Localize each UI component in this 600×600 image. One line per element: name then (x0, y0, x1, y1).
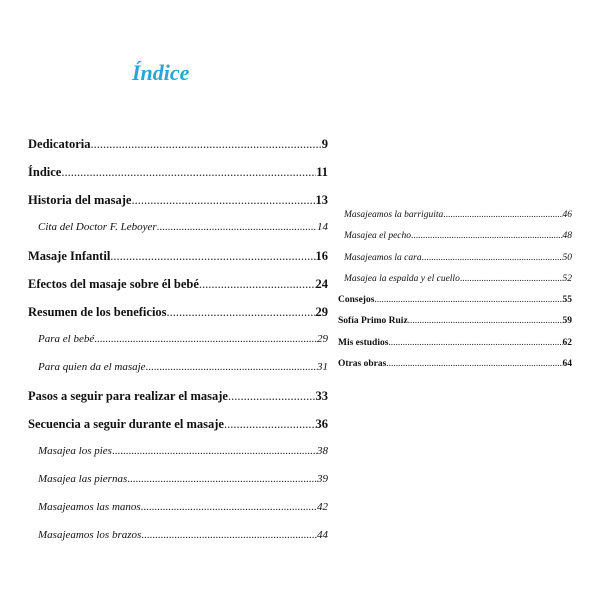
toc-page-number: 29 (315, 305, 328, 319)
toc-page-number: 14 (317, 221, 328, 233)
toc-entry[interactable] (338, 274, 572, 295)
toc-entry[interactable] (28, 417, 328, 445)
toc-entry[interactable] (28, 305, 328, 333)
toc-leader-dots (167, 305, 316, 320)
toc-entry[interactable] (338, 231, 572, 252)
toc-page-number: 48 (562, 231, 572, 242)
toc-entry-label: Masajea la espalda y el cuello (344, 273, 460, 284)
toc-page-number: 38 (317, 445, 328, 457)
toc-entry[interactable] (28, 529, 328, 557)
toc-entry[interactable] (28, 361, 328, 389)
toc-entry[interactable] (28, 137, 328, 165)
toc-page-number: 62 (562, 337, 572, 348)
toc-leader-dots (110, 249, 315, 264)
toc-entry-label: Para el bebé (38, 333, 95, 345)
toc-leader-dots (146, 361, 317, 373)
toc-entry-label: Para quien da el masaje (38, 361, 146, 373)
toc-entry[interactable] (338, 253, 572, 274)
toc-entry-label: Masajeamos la barriguita (344, 210, 444, 220)
toc-entry-label: Efectos del masaje sobre él bebé (28, 277, 199, 291)
toc-entry-label: Masajeamos las manos (38, 501, 141, 513)
toc-entry-label: Mis estudios (338, 337, 389, 348)
toc-leader-dots (61, 165, 316, 180)
toc-leader-dots (228, 389, 316, 404)
toc-entry-label: Masajea el pecho (344, 231, 412, 242)
toc-entry[interactable] (28, 277, 328, 305)
toc-page-number: 59 (562, 316, 572, 327)
toc-page-number: 31 (317, 361, 328, 373)
toc-page-number: 52 (562, 273, 572, 284)
toc-entry[interactable] (28, 249, 328, 277)
toc-entry[interactable] (28, 389, 328, 417)
toc-leader-dots (141, 529, 317, 541)
toc-page-number: 11 (316, 165, 328, 179)
toc-leader-dots (224, 417, 316, 432)
toc-entry-label: Masajeamos los brazos (38, 529, 142, 541)
toc-entry[interactable] (28, 473, 328, 501)
toc-entry[interactable] (338, 316, 572, 337)
toc-leader-dots (422, 253, 563, 263)
toc-leader-dots (131, 193, 315, 208)
toc-leader-dots (408, 316, 563, 326)
toc-entry[interactable] (28, 193, 328, 221)
toc-page-number: 16 (315, 249, 328, 263)
toc-entry-label: Cita del Doctor F. Leboyer (38, 221, 157, 233)
toc-entry[interactable] (28, 333, 328, 361)
toc-leader-dots (141, 501, 317, 513)
toc-page-number: 50 (562, 252, 572, 263)
toc-leader-dots (199, 277, 316, 292)
toc-entry[interactable] (28, 501, 328, 529)
toc-leader-dots (411, 231, 562, 241)
toc-entry-label: Masajeamos la cara (344, 252, 422, 263)
toc-entry-label: Masajea los pies (38, 445, 112, 457)
toc-page-number: 33 (315, 389, 328, 403)
toc-leader-dots (374, 295, 562, 305)
toc-left-column (28, 137, 328, 557)
toc-page-number: 46 (562, 210, 572, 220)
toc-leader-dots (94, 333, 317, 345)
toc-entry[interactable] (28, 445, 328, 473)
toc-entry-label: Pasos a seguir para realizar el masaje (28, 389, 228, 403)
toc-entry-label: Otras obras (338, 359, 387, 370)
toc-page-number: 64 (562, 359, 572, 370)
toc-page-number: 29 (317, 333, 328, 345)
toc-entry-label: Consejos (338, 295, 375, 306)
toc-entry-label: Masaje Infantil (28, 249, 111, 263)
toc-page-number: 44 (317, 529, 328, 541)
toc-entry-label: Índice (28, 165, 62, 179)
toc-entry-label: Dedicatoria (28, 137, 91, 151)
toc-right-column (338, 210, 572, 380)
toc-leader-dots (460, 274, 563, 284)
toc-page-number: 39 (317, 473, 328, 485)
toc-page-number: 13 (315, 193, 328, 207)
toc-page-number: 24 (315, 277, 328, 291)
toc-entry[interactable] (338, 359, 572, 380)
toc-leader-dots (388, 338, 562, 348)
toc-leader-dots (443, 210, 562, 220)
toc-page-number: 55 (562, 295, 572, 306)
toc-entry[interactable] (28, 165, 328, 193)
toc-entry[interactable] (338, 295, 572, 316)
toc-entry[interactable] (28, 221, 328, 249)
toc-leader-dots (386, 359, 562, 369)
page-title: Índice (132, 60, 190, 85)
toc-leader-dots (112, 445, 317, 457)
toc-leader-dots (157, 221, 317, 233)
toc-page-number: 36 (315, 417, 328, 431)
toc-entry-label: Historia del masaje (28, 193, 132, 207)
toc-leader-dots (90, 137, 321, 152)
toc-entry-label: Sofía Primo Ruiz (338, 316, 408, 327)
toc-entry[interactable] (338, 338, 572, 359)
toc-page-number: 9 (321, 137, 328, 151)
toc-entry-label: Resumen de los beneficios (28, 305, 167, 319)
toc-entry-label: Masajea las piernas (38, 473, 128, 485)
toc-leader-dots (127, 473, 317, 485)
toc-entry-label: Secuencia a seguir durante el masaje (28, 417, 224, 431)
toc-page-number: 42 (317, 501, 328, 513)
toc-entry[interactable] (338, 210, 572, 231)
